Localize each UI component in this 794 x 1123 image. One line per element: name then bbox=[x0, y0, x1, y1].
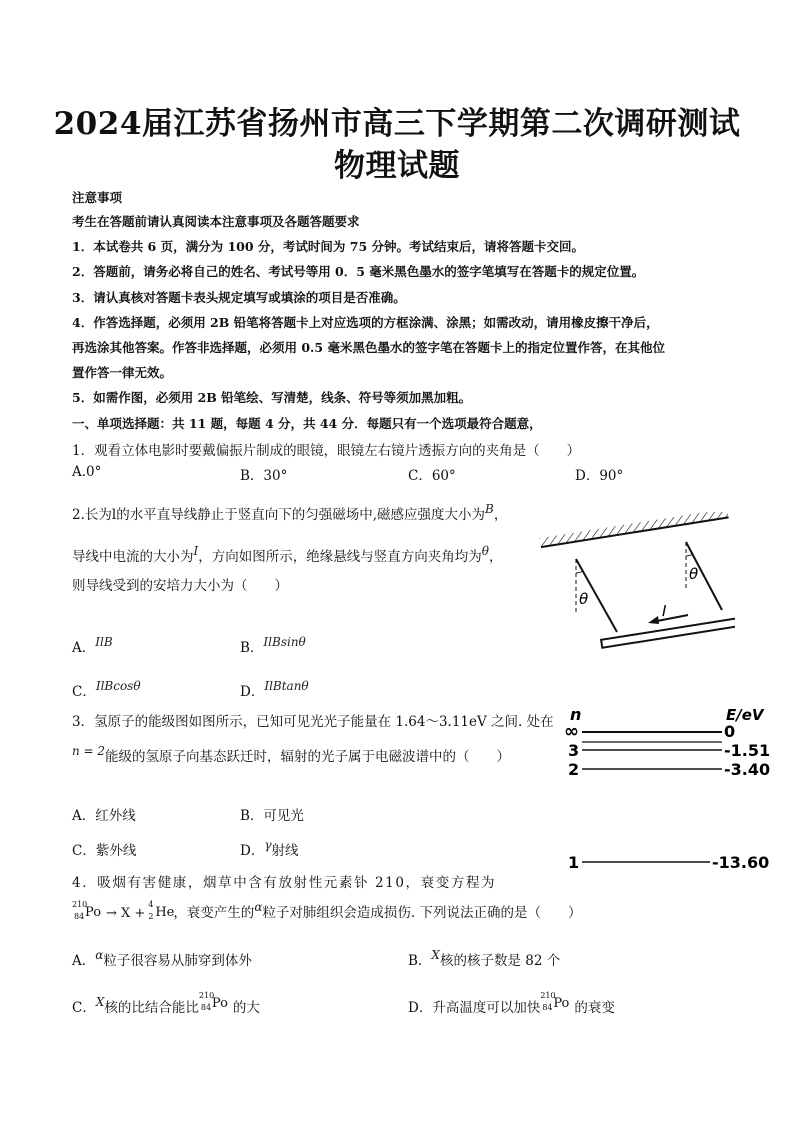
q2-line1 bbox=[72, 503, 507, 523]
q4-option-b-text: 核的核子数是 82 个 bbox=[439, 953, 561, 969]
q3-option-d-label: D． bbox=[240, 843, 265, 859]
q2-option-d bbox=[240, 680, 309, 700]
q3-n-expr: n = 2 bbox=[72, 744, 106, 758]
current-arrowhead bbox=[648, 616, 659, 624]
q4-eq-arrow: → X + bbox=[106, 906, 146, 921]
q4-option-c-po bbox=[198, 990, 233, 1015]
q4-option-b-symbol: X bbox=[431, 948, 440, 962]
q4-option-b bbox=[408, 949, 560, 969]
level-2-e: -3.40 bbox=[724, 760, 771, 779]
q3-line2 bbox=[72, 745, 510, 765]
q2-option-d-expr: IlBtanθ bbox=[264, 679, 309, 693]
q4-option-d-end: 的衰变 bbox=[574, 1000, 615, 1016]
q4-eq-po-charge: 84 bbox=[74, 911, 85, 921]
left-theta-label: θ bbox=[579, 590, 589, 608]
n-header: n bbox=[570, 705, 582, 724]
q2-option-a-expr: IlB bbox=[95, 635, 113, 649]
q3-line1: 3．氢原子的能级图如图所示，已知可见光光子能量在 1.64～3.11eV 之间. 处在 bbox=[72, 714, 554, 730]
q4-option-c-text: 核的比结合能比 bbox=[104, 1000, 199, 1016]
q4-option-b-label: B． bbox=[408, 953, 432, 969]
q2-option-a bbox=[72, 636, 113, 656]
q2-option-c bbox=[72, 680, 141, 700]
q2-line2-end: ， bbox=[488, 549, 503, 565]
page-subtitle: 物理试题 bbox=[334, 148, 460, 184]
q4-option-a bbox=[72, 949, 252, 969]
notice-item-2: 2．答题前，请务必将自己的姓名、考试号等用 0．5 毫米黑色墨水的签字笔填写在答题卡的规定位置。 bbox=[72, 264, 645, 279]
q2-line2-mid: ，方向如图所示，绝缘悬线与竖直方向夹角均为 bbox=[198, 549, 482, 565]
q3-option-a: A．红外线 bbox=[72, 808, 136, 824]
q3-option-c: C．紫外线 bbox=[72, 843, 137, 859]
q2-symbol-theta: θ bbox=[481, 544, 489, 558]
q3-energy-level-figure bbox=[562, 704, 772, 879]
q4-option-a-text: 粒子很容易从肺穿到体外 bbox=[103, 953, 252, 969]
notice-item-1: 1．本试卷共 6 页，满分为 100 分，考试时间为 75 分钟。考试结束后，请将答题卡交回。 bbox=[72, 239, 584, 254]
q4-option-a-label: A． bbox=[72, 953, 96, 969]
e-header: E/eV bbox=[726, 706, 764, 724]
level-3-e: -1.51 bbox=[724, 741, 771, 760]
q4-option-c-po-mass: 210 bbox=[198, 990, 215, 1000]
q4-eq-po bbox=[72, 899, 106, 924]
q2-line2-text: 导线中电流的大小为 bbox=[72, 549, 194, 565]
q4-line2 bbox=[72, 901, 582, 924]
q2-option-b-label: B． bbox=[240, 640, 264, 656]
q4-option-c-end: 的大 bbox=[232, 1000, 260, 1016]
level-1-e: -13.60 bbox=[712, 853, 770, 872]
q4-option-d-po-symbol: Po bbox=[553, 995, 570, 1011]
level-inf-n: ∞ bbox=[564, 721, 579, 742]
q2-line3: 则导线受到的安培力大小为（ ） bbox=[72, 578, 288, 594]
q4-option-c-symbol: X bbox=[95, 995, 105, 1009]
q4-line1: 4．吸烟有害健康，烟草中含有放射性元素钋 210，衰变方程为 bbox=[72, 875, 497, 891]
q1-stem: 1．观看立体电影时要戴偏振片制成的眼镜，眼镜左右镜片透振方向的夹角是（ ） bbox=[72, 443, 581, 459]
q2-option-c-expr: IlBcosθ bbox=[95, 679, 141, 693]
level-2-n: 2 bbox=[568, 760, 580, 779]
q4-eq-po-symbol: Po bbox=[85, 904, 102, 920]
q4-eq-he bbox=[145, 899, 175, 924]
q2-option-b bbox=[240, 636, 306, 656]
q4-option-a-symbol: α bbox=[95, 948, 104, 962]
q3-option-d bbox=[240, 839, 299, 859]
q4-alpha-symbol: α bbox=[254, 900, 263, 914]
wire-rod bbox=[601, 618, 735, 648]
q4-option-c bbox=[72, 990, 260, 1019]
q4-option-c-po-charge: 84 bbox=[200, 1002, 212, 1012]
level-inf-e: 0 bbox=[724, 722, 736, 741]
q1-option-a: A.0° bbox=[72, 464, 102, 480]
q4-option-d bbox=[408, 990, 615, 1019]
q2-option-a-label: A． bbox=[72, 640, 96, 656]
notice-item-4-line1: 4．作答选择题，必须用 2B 铅笔将答题卡上对应选项的方框涂满、涂黑；如需改动，请用橡皮擦干净后， bbox=[72, 315, 659, 330]
q4-option-d-po-mass: 210 bbox=[540, 990, 556, 1000]
q2-line2 bbox=[72, 545, 502, 565]
q4-eq-he-symbol: He bbox=[155, 904, 175, 920]
notice-intro: 考生在答题前请认真阅读本注意事项及各题答题要求 bbox=[72, 214, 360, 229]
q2-symbol-b: B bbox=[485, 502, 494, 516]
q2-line1-end: ， bbox=[493, 507, 508, 523]
notice-item-5: 5．如需作图，必须用 2B 铅笔绘、写清楚，线条、符号等须加黑加粗。 bbox=[72, 390, 472, 405]
level-1-n: 1 bbox=[568, 853, 580, 872]
page-title: 2024届江苏省扬州市高三下学期第二次调研测试 bbox=[53, 106, 741, 142]
current-label: I bbox=[662, 602, 667, 620]
q2-option-d-label: D． bbox=[240, 684, 265, 700]
level-3-n: 3 bbox=[568, 741, 580, 760]
q3-line2-text: 能级的氢原子向基态跃迁时，辐射的光子属于电磁波谱中的（ ） bbox=[105, 749, 511, 765]
left-angle-arc bbox=[576, 571, 583, 573]
q3-option-b: B．可见光 bbox=[240, 808, 304, 824]
notice-item-3: 3．请认真核对答题卡表头规定填写或填涂的项目是否准确。 bbox=[72, 290, 406, 305]
q3-option-d-symbol: γ bbox=[264, 838, 272, 852]
q4-line2-text: ，衰变产生的 bbox=[173, 905, 255, 921]
q4-option-d-text: D．升高温度可以加快 bbox=[408, 1000, 541, 1016]
q2-option-b-expr: IlBsinθ bbox=[263, 635, 306, 649]
notice-item-4-line3: 置作答一律无效。 bbox=[72, 365, 173, 380]
right-theta-label: θ bbox=[689, 565, 699, 583]
notice-heading: 注意事项 bbox=[72, 190, 123, 205]
notice-item-4-line2: 再选涂其他答案。作答非选择题，必须用 0.5 毫米黑色墨水的签字笔在答题卡上的指定位置作答，在其他位 bbox=[72, 340, 665, 355]
q1-option-b: B．30° bbox=[240, 468, 288, 484]
q1-option-c: C．60° bbox=[408, 468, 456, 484]
q4-eq-he-charge: 2 bbox=[148, 911, 154, 921]
q2-symbol-i: I bbox=[193, 544, 199, 558]
right-angle-arc bbox=[686, 554, 693, 556]
q1-option-d: D．90° bbox=[575, 468, 624, 484]
q2-line1-text: 2.长为l的水平直导线静止于竖直向下的匀强磁场中,磁感应强度大小为 bbox=[72, 507, 485, 523]
q2-option-c-label: C． bbox=[72, 684, 96, 700]
q4-eq-he-mass: 4 bbox=[148, 899, 154, 909]
q4-option-d-po-charge: 84 bbox=[542, 1002, 553, 1012]
q2-figure bbox=[535, 512, 735, 662]
q4-line2-end: 粒子对肺组织会造成损伤. 下列说法正确的是（ ） bbox=[262, 905, 582, 921]
q4-option-c-label: C． bbox=[72, 1000, 96, 1016]
q4-eq-po-mass: 210 bbox=[72, 899, 88, 909]
q4-option-d-po bbox=[540, 990, 574, 1015]
ceiling bbox=[540, 512, 729, 547]
section-heading: 一、单项选择题：共 11 题，每题 4 分，共 44 分．每题只有一个选项最符合题意， bbox=[72, 416, 542, 431]
q4-option-c-po-symbol: Po bbox=[211, 995, 228, 1011]
q3-option-d-text: 射线 bbox=[271, 843, 299, 859]
